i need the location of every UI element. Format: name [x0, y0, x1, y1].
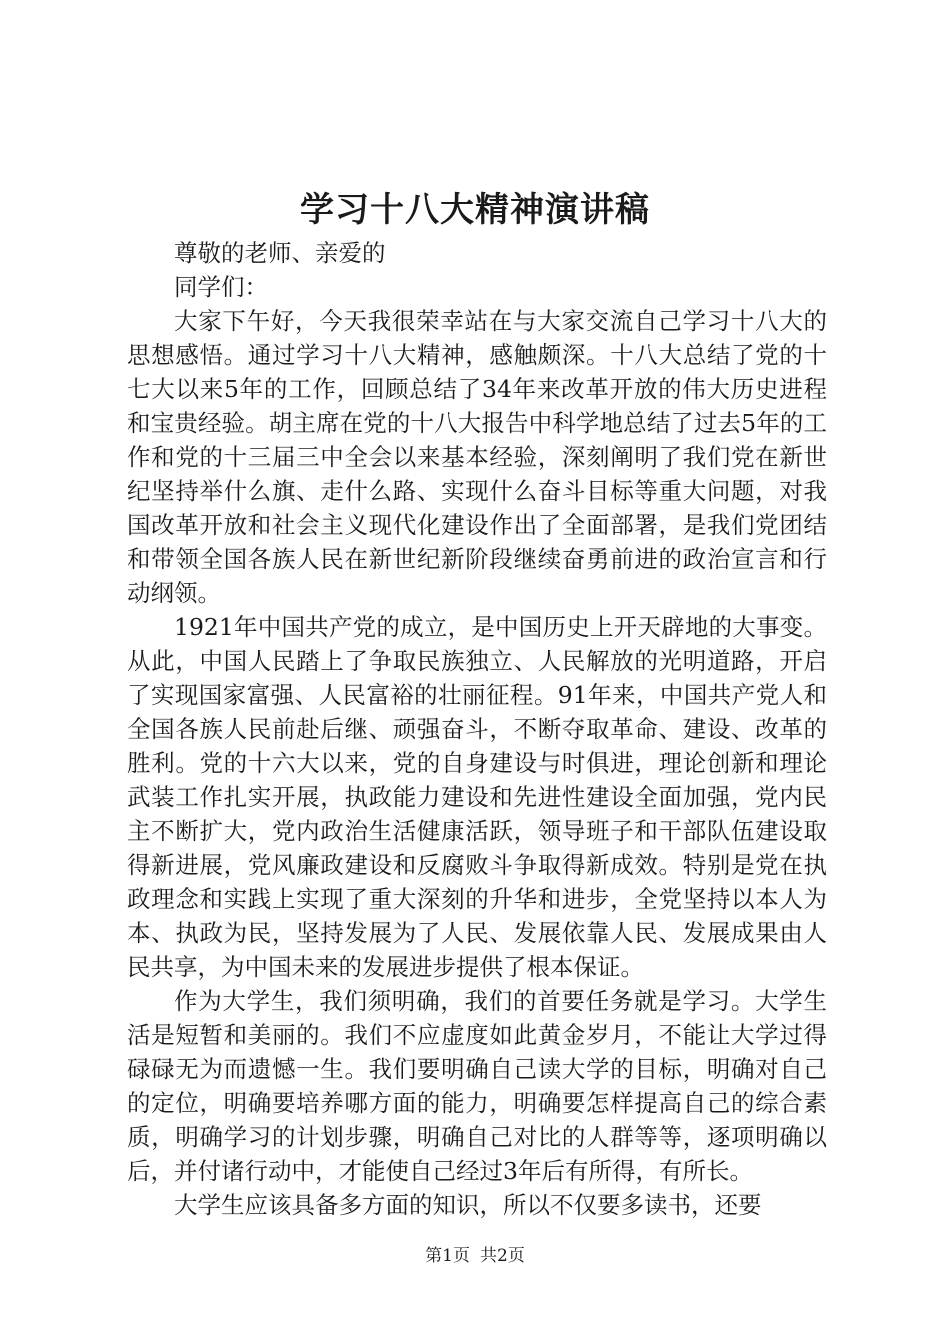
page-footer: [0, 1244, 950, 1268]
document-title: 学习十八大精神演讲稿: [300, 190, 650, 230]
paragraph-1: 大家下午好，今天我很荣幸站在与大家交流自己学习十八大的思想感悟。通过学习十八大精神，感触颇深。十八大总结了党的十七大以来5年的工作，回顾总结了34年来改革开放的伟大历史进程和宝贵经验。胡主席在党的十八大报告中科学地总结了过去5年的工作和党的十三届三中全会以来基本经验，深刻阐明了我们党在新世纪坚持举什么旗、走什么路、实现什么奋斗目标等重大问题，对我国改革开放和社会主义现代化建设作出了全面部署，是我们党团结和带领全国各族人民在新世纪新阶段继续奋勇前进的政治宣言和行动纲领。: [127, 307, 827, 607]
page-number-current: 第1页: [425, 1246, 470, 1266]
paragraph-3: 作为大学生，我们须明确，我们的首要任务就是学习。大学生活是短暂和美丽的。我们不应虚度如此黄金岁月，不能让大学过得碌碌无为而遗憾一生。我们要明确自己读大学的目标，明确对自己的定位，明确要培养哪方面的能力，明确要怎样提高自己的综合素质，明确学习的计划步骤，明确自己对比的人群等等，逐项明确以后，并付诸行动中，才能使自己经过3年后有所得，有所长。: [127, 987, 827, 1185]
document-body: [127, 236, 827, 1222]
paragraph-2: 1921年中国共产党的成立，是中国历史上开天辟地的大事变。从此，中国人民踏上了争取民族独立、人民解放的光明道路，开启了实现国家富强、人民富裕的壮丽征程。91年来，中国共产党人和全国各族人民前赴后继、顽强奋斗，不断夺取革命、建设、改革的胜利。党的十六大以来，党的自身建设与时俱进，理论创新和理论武装工作扎实开展，执政能力建设和先进性建设全面加强，党内民主不断扩大，党内政治生活健康活跃，领导班子和干部队伍建设取得新进展，党风廉政建设和反腐败斗争取得新成效。特别是党在执政理念和实践上实现了重大深刻的升华和进步，全党坚持以本人为本、执政为民，坚持发展为了人民、发展依靠人民、发展成果由人民共享，为中国未来的发展进步提供了根本保证。: [127, 613, 827, 981]
salutation-line-1: 尊敬的老师、亲爱的: [174, 239, 386, 267]
paragraph-4: 大学生应该具备多方面的知识，所以不仅要多读书，还要: [174, 1191, 762, 1219]
page-number-total: 共2页: [480, 1246, 525, 1266]
salutation-line-2: 同学们：: [174, 273, 268, 301]
